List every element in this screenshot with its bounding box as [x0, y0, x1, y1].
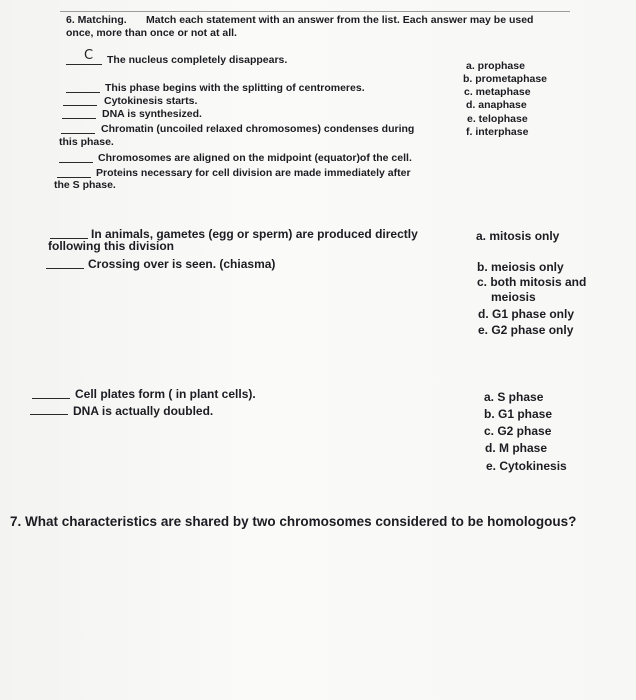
statement-dna-doubled: DNA is actually doubled.: [73, 404, 214, 418]
handwritten-answer-1: C: [84, 48, 94, 63]
question-7-text: 7. What characteristics are shared by two chromosomes considered to be homologous?: [10, 514, 577, 529]
answer-blank-3[interactable]: [63, 105, 97, 106]
option-g2-phase-only: e. G2 phase only: [478, 323, 574, 337]
answer-blank-4[interactable]: [62, 118, 96, 119]
option-both-mitosis-meiosis: c. both mitosis and: [477, 275, 587, 289]
answer-blank-11[interactable]: [30, 414, 68, 415]
option-g2-phase: c. G2 phase: [484, 424, 552, 438]
answer-blank-7[interactable]: [57, 177, 91, 178]
option-prophase: a. prophase: [466, 60, 525, 72]
statement-proteins-made: Proteins necessary for cell division are made immediately after: [96, 167, 411, 179]
statement-chromatin-condenses: Chromatin (uncoiled relaxed chromosomes) condenses during: [101, 123, 415, 135]
statement-dna-synthesized: DNA is synthesized.: [102, 108, 202, 120]
option-mitosis-only: a. mitosis only: [476, 229, 560, 243]
option-meiosis-only: b. meiosis only: [477, 260, 564, 274]
answer-blank-5[interactable]: [61, 133, 95, 134]
statement-gametes-continuation: following this division: [48, 239, 174, 253]
option-interphase: f. interphase: [466, 126, 529, 138]
statement-cytokinesis-starts: Cytokinesis starts.: [104, 95, 198, 107]
option-both-continuation: meiosis: [491, 290, 536, 304]
statement-crossing-over: Crossing over is seen. (chiasma): [88, 257, 276, 271]
answer-blank-10[interactable]: [32, 398, 70, 399]
q6-number-title: 6. Matching.: [66, 14, 127, 26]
answer-blank-6[interactable]: [59, 162, 93, 163]
option-cytokinesis: e. Cytokinesis: [486, 459, 567, 473]
statement-nucleus-disappears: The nucleus completely disappears.: [107, 54, 288, 66]
statement-chromatin-continuation: this phase.: [59, 136, 114, 148]
statement-proteins-continuation: the S phase.: [54, 179, 116, 191]
option-telophase: e. telophase: [467, 113, 528, 125]
answer-blank-2[interactable]: [66, 92, 100, 93]
option-anaphase: d. anaphase: [466, 99, 527, 111]
q6-instructions-line2: once, more than once or not at all.: [66, 27, 237, 39]
option-s-phase: a. S phase: [484, 390, 544, 404]
option-g1-phase-only: d. G1 phase only: [478, 307, 575, 321]
statement-cell-plates: Cell plates form ( in plant cells).: [75, 387, 256, 401]
option-g1-phase: b. G1 phase: [484, 407, 553, 421]
statement-gametes-produced: In animals, gametes (egg or sperm) are produced directly: [91, 227, 418, 241]
option-m-phase: d. M phase: [485, 441, 548, 455]
answer-blank-1[interactable]: [66, 64, 102, 65]
option-metaphase: c. metaphase: [464, 86, 531, 98]
top-rule: [60, 11, 570, 12]
option-prometaphase: b. prometaphase: [463, 73, 548, 85]
statement-centromeres-split: This phase begins with the splitting of centromeres.: [105, 82, 365, 94]
q6-instructions-line1: Match each statement with an answer from the list. Each answer may be used: [146, 14, 534, 26]
answer-blank-9[interactable]: [46, 268, 84, 269]
statement-chromosomes-aligned: Chromosomes are aligned on the midpoint (equator)of the cell.: [98, 152, 412, 164]
